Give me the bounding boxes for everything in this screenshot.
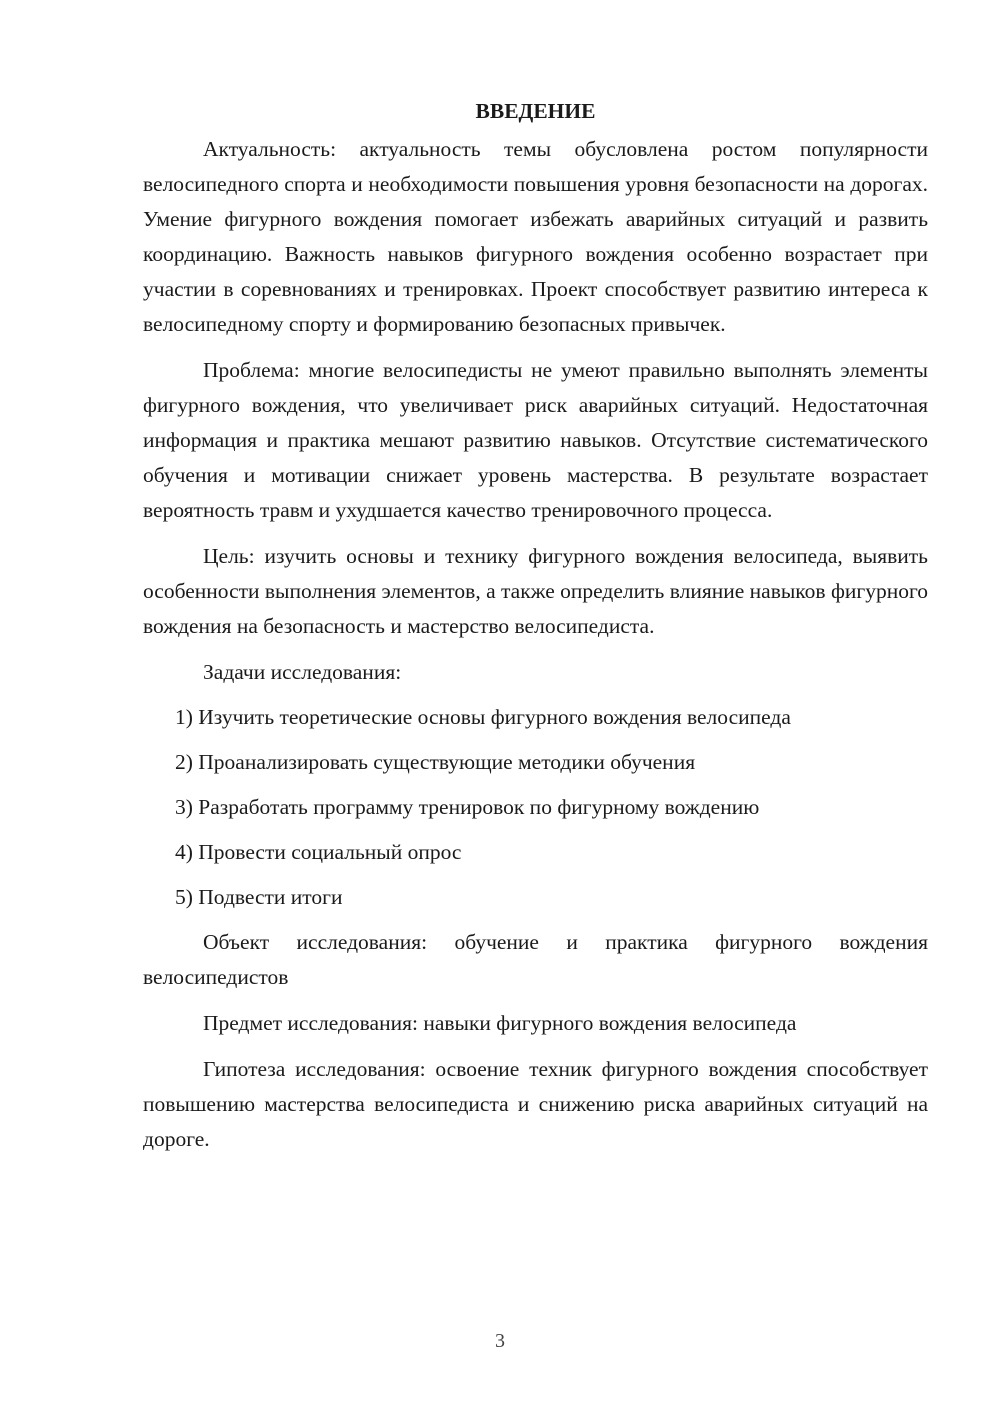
hypothesis-paragraph: Гипотеза исследования: освоение техник фигурного вождения способствует повышению мастерства велосипедиста и снижению риска аварийных ситуаций на дороге. <box>143 1057 928 1151</box>
task-list <box>143 700 928 915</box>
section-heading: ВВЕДЕНИЕ <box>475 99 596 123</box>
goal-paragraph: Цель: изучить основы и технику фигурного вождения велосипеда, выявить особенности выполнения элементов, а также определить влияние навыков фигурного вождения на безопасность и мастерство велосипедиста. <box>143 544 928 638</box>
page-number: 3 <box>495 1330 505 1352</box>
document-page <box>143 96 928 1168</box>
object-paragraph: Объект исследования: обучение и практика фигурного вождения велосипедистов <box>143 930 928 989</box>
task-item: 2) Проанализировать существующие методики обучения <box>175 750 696 774</box>
task-item: 1) Изучить теоретические основы фигурного вождения велосипеда <box>175 705 791 729</box>
task-item: 3) Разработать программу тренировок по фигурному вождению <box>175 795 760 819</box>
task-item: 5) Подвести итоги <box>175 885 343 909</box>
problem-paragraph: Проблема: многие велосипедисты не умеют правильно выполнять элементы фигурного вождения, что увеличивает риск аварийных ситуаций. Недостаточная информация и практика мешают развитию навыков. Отсутствие систематического обучения и мотивации снижает уровень мастерства. В результате возрастает вероятность травм и ухудшается качество тренировочного процесса. <box>143 358 928 522</box>
subject-paragraph: Предмет исследования: навыки фигурного вождения велосипеда <box>203 1011 797 1035</box>
task-item: 4) Провести социальный опрос <box>175 840 462 864</box>
tasks-title: Задачи исследования: <box>203 660 402 684</box>
relevance-paragraph: Актуальность: актуальность темы обусловлена ростом популярности велосипедного спорта и необходимости повышения уровня безопасности на дорогах. Умение фигурного вождения помогает избежать аварийных ситуаций и развить координацию. Важность навыков фигурного вождения особенно возрастает при участии в соревнованиях и тренировках. Проект способствует развитию интереса к велосипедному спорту и формированию безопасных привычек. <box>143 137 928 336</box>
